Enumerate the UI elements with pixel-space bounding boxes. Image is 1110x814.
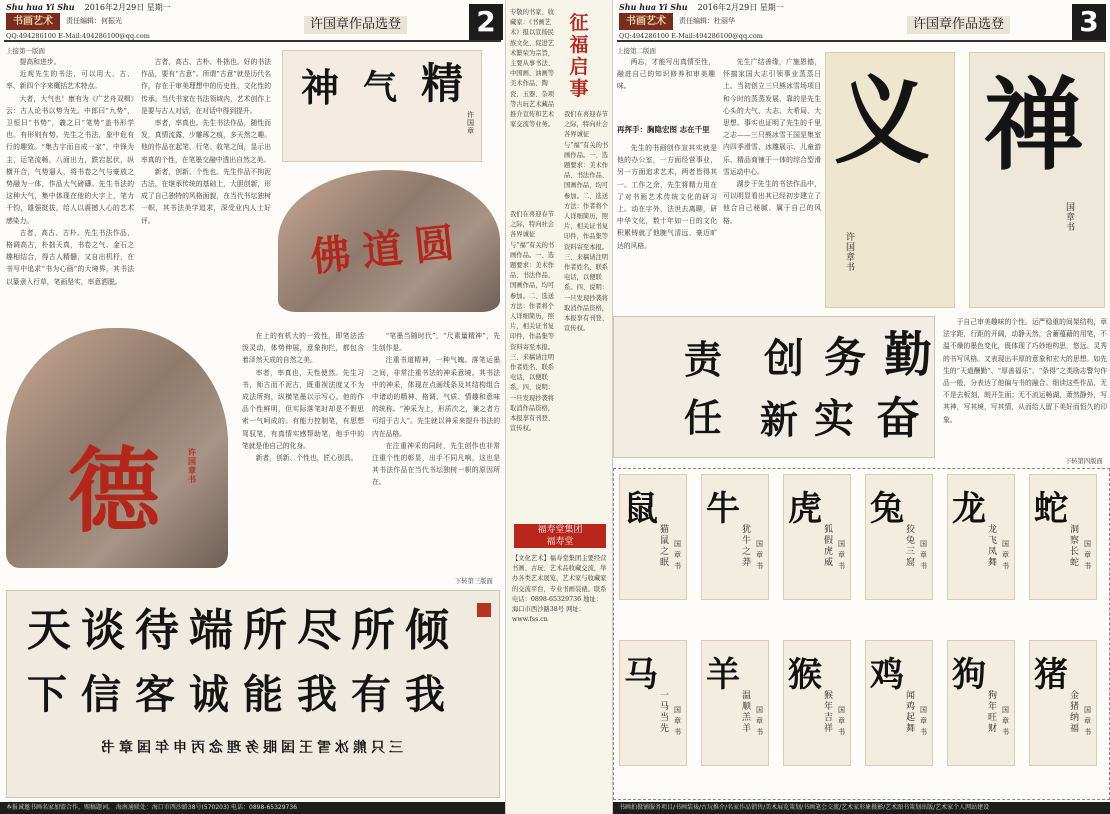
- continued-to-label: 下转第三版面: [455, 578, 493, 585]
- calligraphy-char: 精: [421, 59, 464, 108]
- calligraphy-char: 新: [760, 397, 799, 442]
- zodiac-char: 猴: [788, 655, 822, 695]
- artwork-inscription: 狐假虎威: [824, 525, 834, 568]
- artwork-inscription: 洞察长蛇: [1070, 525, 1080, 568]
- paragraph: 提高和进步。: [19, 58, 61, 66]
- masthead-logo: 书画艺术: [619, 13, 673, 30]
- calligraphy-char: 务: [824, 333, 867, 382]
- calligraphy-char: 任: [684, 395, 723, 440]
- section-title: 许国章作品选登: [907, 16, 1010, 34]
- zodiac-char: 鸡: [870, 655, 904, 695]
- paragraph: 新者，创新、个性也，匠心别具。: [255, 454, 358, 463]
- artist-signature: 许国章书: [846, 233, 856, 273]
- calligraphy-signature: 三只熊冰雪王国眼务理念丙申年国章书: [97, 740, 403, 756]
- notice-body-text-left: 我们在喜迎春节之际，特向社会各界诚征与“福”有关的书画作品。一、选题要求：美术作品、书法作品、国画作品，均可参加。二、选送方法：作者将个人详细简历，照片，相关证书复印件，作品集等资料寄至本报。三、来稿请注明作者姓名、联系电话，以便联系。四、说明：一旦发现抄袭将取消作品资格，本报享有刊登、宣传权。: [510, 211, 555, 433]
- artist-signature: 国章书: [1002, 540, 1009, 570]
- paragraph: 新者，创新、个性也。先生作品不拘泥古法，在继承传统的基础上，大胆创新，形成了自己独特的风格面貌，在当代书坛独树一帜，其书法美学追求，深受业内人士好评。: [141, 167, 271, 225]
- calligraphy-char: 奋: [876, 393, 920, 444]
- continued-label: 上接第二版面: [617, 47, 656, 55]
- calligraphy-char: 义: [834, 64, 930, 177]
- zodiac-artwork: [947, 474, 1015, 600]
- calligraphy-strip-diligence: [613, 316, 935, 458]
- title-char: 启: [569, 56, 589, 78]
- notice-body-text-right: 我们在喜迎春节之际，特向社会各界诚征与“福”有关的书画作品。一、选题要求：美术作品、书法作品、国画作品，均可参加。二、选送方法：作者将个人详细简历，照片，相关证书复印件，作品集等资料寄至本报。三、来稿请注明作者姓名、联系电话，以便联系。四、说明：一旦发现抄袭将取消作品资格，本报享有刊登、宣传权。: [564, 111, 609, 333]
- zodiac-char: 龙: [952, 489, 986, 529]
- editor-line: 责任编辑：何振光: [66, 17, 122, 25]
- artist-signature: 国章书: [674, 706, 681, 736]
- zodiac-char: 蛇: [1034, 489, 1068, 529]
- artist-signature: 国章书: [1084, 540, 1091, 570]
- zodiac-char: 兔: [870, 489, 904, 529]
- zodiac-char: 牛: [706, 489, 740, 529]
- zodiac-char: 狗: [952, 655, 986, 695]
- paragraph: 先生广结善缘，广施恩德，怀揣家国大志引领事业蒸蒸日上。当初创立三只熊冰雪场项目和今时的蒸蒸发展，靠的是先生心头的大气、大志、大希局、大思想。事实也证明了先生的千里之志——三只熊冰雪王国是集室内四季滑雪、冰雕展示、儿童游乐、精品商铺于一体的综合型滑雪运动中心。: [723, 58, 821, 176]
- paragraph: 率者，率真也。先生书法作品，随性而发，真情流露，少雕琢之痕，多天然之趣。他的作品在起笔、行笔、收笔之间，显示出率真的个性，在笔墨交融中透出自然之美。: [141, 119, 271, 164]
- calligraphy-row-2: 下信客诚能我有我: [27, 671, 459, 718]
- continued-label: 上接第一版面: [6, 47, 45, 55]
- page-number: 2: [469, 4, 503, 40]
- paragraph: 两忘，才能写出真情至性，融进自己的知识修养和审美趣味。: [617, 58, 715, 91]
- zodiac-artwork: [619, 474, 687, 600]
- group-ad-text: 【文化艺术】福寿堂集团主要经营书画、古玩、艺术品收藏交流，举办各类艺术展览，艺术家与收藏家的交流平台，专业书画装裱。联系电话：0898-65329736 地址：海口市西沙路38号 网址：www.fss.cn: [512, 555, 607, 624]
- group-banner: [514, 524, 606, 548]
- footer-bar: 书画拍摄铺服务项目/书画装裱/古玩推介/名家作品销售/美术展览策划/书画笔会交流/艺术家形象摄影/艺术图书策划出版/艺术家个人网站建设: [613, 802, 1110, 814]
- article-col-2: [723, 56, 821, 310]
- artwork-inscription: 温顺羔羊: [742, 691, 752, 734]
- title-char: 事: [569, 78, 589, 100]
- artwork-inscription: 一马当先: [660, 691, 670, 734]
- article-col-2: [141, 56, 271, 308]
- paragraph: 近观先生的书法，可以用大、古、率、新四个字来概括艺术特点。: [6, 70, 134, 91]
- page-3: [613, 0, 1110, 814]
- zodiac-char: 鼠: [624, 489, 658, 529]
- paragraph: 湖步于先生的书法作品中，可以明显看出其已经初步建立了他合自己秘腻、属于自己的风格。: [723, 180, 821, 225]
- zodiac-char: 马: [624, 655, 658, 695]
- artist-signature: 国章书: [756, 706, 763, 736]
- artist-signature: 许国章: [467, 111, 474, 135]
- carved-text: 佛道圆: [308, 217, 469, 282]
- zodiac-artwork: [619, 640, 687, 766]
- artwork-inscription: 金猪纳福: [1070, 691, 1080, 734]
- artwork-inscription: 犹牛之莽: [742, 525, 752, 568]
- article-col-right: [943, 316, 1107, 452]
- artwork-inscription: 狡兔三窟: [906, 525, 916, 568]
- stone-carving-photo: [278, 170, 500, 312]
- artist-signature: 国章书: [920, 706, 927, 736]
- section-title: 许国章作品选登: [304, 16, 407, 34]
- zodiac-artwork: [701, 474, 769, 600]
- artwork-inscription: 狗年旺财: [988, 691, 998, 734]
- calligraphy-char: 禅: [984, 66, 1084, 184]
- paragraph: 古者，高古、古朴。先生书法作品，格调高古，朴拙天真，书卷之气、金石之趣相结合，得古人精髓，又自出机杼，在书写中追求“书为心画”的大境界，其书法以篆隶入行草，笔画坚实，率意洒脱。: [6, 228, 134, 286]
- page-2: [0, 0, 505, 814]
- artist-signature: 国章书: [756, 540, 763, 570]
- calligraphy-row-1: 天谈待端所尽所倾: [27, 605, 459, 656]
- zodiac-char: 羊: [706, 655, 740, 695]
- zodiac-artwork: [1029, 474, 1097, 600]
- zodiac-artwork: [1029, 640, 1097, 766]
- page-number: 3: [1072, 4, 1106, 40]
- artwork-inscription: 闻鸡起舞: [906, 691, 916, 734]
- paragraph: 大者，大气也！康有为《广艺舟双楫》云：古人论书以势为先。中郎曰“九势”，卫恒曰“书势”，羲之曰“笔势”盖书形学也。有形则有势。先生之书法，象中危有行的趣致。“集古字而自成一家”，中锋为主，运笔流畅，八面出力，跌宕起伏、纵横开合，气势逼人，将书卷之气与豪放之势融为一体，作品大气磅礴。先生书法的这种大气，集中体现在他的大字上，笔力千钧，雄强挺拔，给人以震撼人心的艺术感染力。: [6, 94, 134, 225]
- paragraph: 古者，高古、古朴、朴拙也。好的书法作品，要有“古意”。所谓“古意”就是历代名作，存在于审美理想中的历史性、文化性的传承。当代书家在书法领域内，艺术创作上是要与古人对话，在对话中得到提升。: [141, 58, 271, 115]
- article-col-4: [372, 330, 500, 570]
- masthead-pinyin: Shu hua Yi Shu 2016年2月29日 星期一: [619, 2, 784, 12]
- zodiac-artwork: [783, 640, 851, 766]
- article-col-1: [6, 56, 134, 308]
- calligraphy-char: 创: [764, 335, 804, 382]
- calligraphy-char: 实: [814, 395, 854, 442]
- group-brand: 福寿堂: [546, 537, 574, 547]
- zodiac-char: 猪: [1034, 655, 1068, 695]
- paragraph: 注重书道精神，一种气魄。落笔运墨之间，非常注重书法的神采意境。其书法中的神采，体现在点画线条及其结构组合中诸动的精神、格调、气质、情趣和意味的统称。“神采为上，形质次之，兼之者方可绍于古人”。先生就以神采来提升书法的内在品格。: [372, 356, 500, 438]
- artist-signature: 国章书: [1066, 203, 1076, 233]
- artwork-inscription: 猴年吉祥: [824, 691, 834, 734]
- artist-signature: 国章书: [838, 540, 845, 570]
- article-col-1a: [617, 56, 715, 116]
- artist-signature: 国章书: [1002, 706, 1009, 736]
- seal-stamp: [477, 603, 491, 617]
- calligraphy-shen-qi-jing: [282, 50, 482, 162]
- artist-signature: 国章书: [674, 540, 681, 570]
- editor-line: 责任编辑：杜丽华: [679, 17, 735, 25]
- notice-title: [564, 12, 594, 100]
- article-col-3: [242, 330, 364, 570]
- title-char: 福: [569, 34, 589, 56]
- calligraphy-yi: [825, 52, 955, 308]
- footer-bar: 本报诚邀书画名家加盟合作，赐稿题词。 海南通联处：海口市西沙路38号(570203) 电话：0898-65329736: [0, 802, 505, 814]
- calligraphy-char: 神: [301, 65, 340, 110]
- page-header: [4, 2, 501, 42]
- paragraph: 在注重神采的同时，先生创作也非常注重个性的彰显，出手不同凡响，这也是其书法作品在当代书坛独树一帜的原因所在。: [372, 441, 500, 487]
- paragraph: 于自己审美趣味的个性。运严稳重的间架结构，章法字距，行距的开阔，动静天然，含蓄蕴藉的用笔，不温不燥的墨色变化，既体现了巧妙地构思，悠远、灵秀的书写风格。又表现出丰厚的意象和宏大的思想。如先生的“天道酬勤”、“厚善福乐”、“条得”之类励志警句作品一般，分表达了他偏与书的融合。细读这些作品，无不是去板刻，朗开生面；无不流运畅湖，萧然静外，写其神，写其境，写其情，从而给人留下美好而恒久的印象。: [943, 318, 1107, 424]
- paragraph: 率者，率真也，天性使然。先生习书，师古而不泥古，既重视法度又不为成法所拘，纵横笔墨以示写心。他的作品个性鲜明，但实际落笔时却是不假思索一气呵成的。有能力控制笔，有思想驾驭笔，有真情实感帮助笔，他手中的笔就是他自己的化身。: [242, 368, 364, 450]
- calligraphy-char: 责: [684, 337, 723, 382]
- group-name: 福寿堂集团: [537, 525, 583, 535]
- subheading: 再挥手：胸隐宏图 志在千里: [617, 125, 710, 134]
- zodiac-artwork: [865, 474, 933, 600]
- middle-notice-column: [505, 0, 613, 814]
- artwork-inscription: 猫鼠之眠: [660, 525, 670, 568]
- zodiac-char: 虎: [788, 489, 822, 529]
- carved-signature: 许国章书: [188, 447, 196, 484]
- calligraphy-strip-large: [6, 590, 500, 798]
- artist-signature: 国章书: [838, 706, 845, 736]
- masthead-pinyin: Shu hua Yi Shu 2016年2月29日 星期一: [6, 2, 171, 12]
- masthead-logo: 书画艺术: [6, 13, 60, 30]
- paragraph: 在上的有机大的一致性，即笔法活泼灵动，体势伸展，意象拘拦，都包含着泽然天成的自然之美。: [242, 332, 364, 365]
- continued-to-label: 下转第四版面: [1065, 458, 1103, 465]
- zodiac-artwork: [783, 474, 851, 600]
- page-header: [617, 2, 1106, 42]
- article-col-1b: [617, 142, 717, 310]
- artist-signature: 国章书: [920, 540, 927, 570]
- calligraphy-char: 勤: [884, 327, 933, 383]
- contact-line: QQ:494286100 E-Mail:494286100@qq.com: [6, 32, 150, 40]
- paragraph: “笔墨当随时代”，“尺素量精神”，先生创作是。: [372, 332, 500, 353]
- zodiac-artwork: [947, 640, 1015, 766]
- artist-signature: 国章书: [1084, 706, 1091, 736]
- calligraphy-chan: [969, 52, 1105, 308]
- notice-intro-text: 专敬的书家、收藏家：《书画艺术》报以宣扬民族文化、促进艺术繁荣为宗旨，主要从事书法、中国画、油画等美术作品、陶瓷、玉器、杂项等古玩艺术藏品推介宣传和艺术家交流等业务。: [510, 9, 555, 129]
- paragraph: 先生的书画创作宣其实就是他的办公室，一方面经营事业，另一方面追求艺术，两者皆得其一。工作之余，先生将精力用在了对书画艺术传统文化的研习上。动在字外，法世去离聊，研中华文化，数十年如一日的文化积累铸就了他腕气清远、豪迈旷达的风格。: [617, 144, 717, 250]
- stone-carving-de-photo: [6, 328, 228, 568]
- zodiac-artwork: [865, 640, 933, 766]
- zodiac-artwork: [701, 640, 769, 766]
- calligraphy-char: 气: [363, 68, 397, 108]
- artwork-inscription: 龙飞凤舞: [988, 525, 998, 568]
- title-char: 征: [569, 12, 589, 34]
- contact-line: QQ:494286100 E-Mail:494286100@qq.com: [619, 32, 763, 40]
- carved-char: 德: [68, 437, 161, 545]
